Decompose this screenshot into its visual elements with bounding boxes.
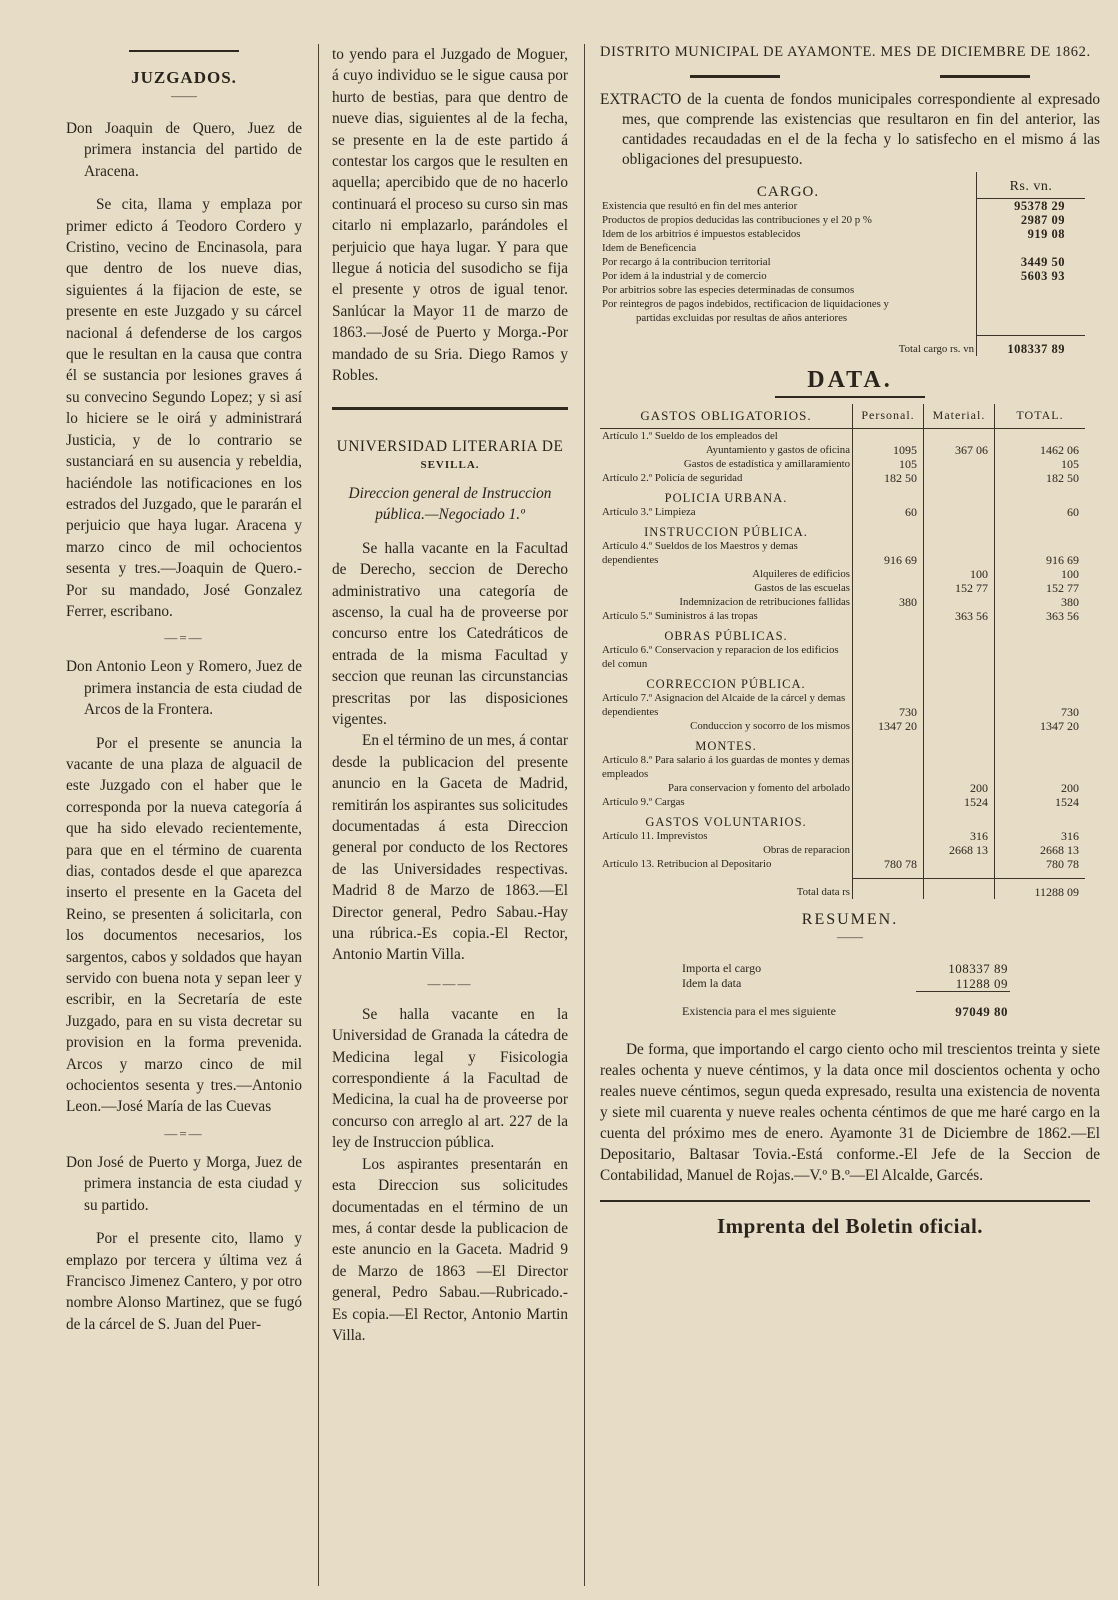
personal-amount: 182 50 xyxy=(853,471,924,485)
cargo-amount xyxy=(977,311,1086,325)
data-section-row xyxy=(600,519,1085,539)
personal-amount: 1347 20 xyxy=(853,719,924,733)
personal-amount xyxy=(853,753,924,781)
cargo-row xyxy=(600,255,1085,269)
separator: —=— xyxy=(164,630,204,646)
data-label: Artículo 13. Retribucion al Depositario xyxy=(602,857,772,870)
material-amount: 200 xyxy=(924,781,995,795)
personal-amount xyxy=(853,567,924,581)
column-header: Material. xyxy=(924,404,995,429)
material-amount: 100 xyxy=(924,567,995,581)
empty-cell xyxy=(995,671,1086,691)
section-heading: CORRECCION PÚBLICA. xyxy=(646,676,806,691)
data-label: Artículo 8.º Para salario á los guardas de montes y demas empleados xyxy=(602,753,850,780)
data-row xyxy=(600,595,1085,609)
empty-cell xyxy=(995,519,1086,539)
data-row xyxy=(600,428,1085,443)
data-row xyxy=(600,643,1085,671)
personal-amount xyxy=(853,581,924,595)
data-row xyxy=(600,843,1085,857)
total-amount: 780 78 xyxy=(995,857,1086,871)
data-row xyxy=(600,753,1085,781)
cargo-row xyxy=(600,283,1085,297)
cargo-row xyxy=(600,227,1085,241)
resumen-amount: 97049 80 xyxy=(916,992,1010,1020)
cargo-amount: 919 08 xyxy=(977,227,1086,241)
material-amount xyxy=(924,539,995,567)
empty-cell xyxy=(853,623,924,643)
directorate-heading: Direccion general de Instruccion pública.—Negociado 1.º xyxy=(348,484,552,524)
notice-body: Se halla vacante en la Facultad de Derecho, seccion de Derecho administrativo una categoría de ascenso, la cual ha de proveerse por concurso entre los Catedráticos de entrada de la misma Facultad y seccion que reunan las circunstancias prescritas por las disposiciones vigentes. xyxy=(332,539,568,728)
personal-amount xyxy=(853,609,924,623)
cargo-amount xyxy=(977,283,1086,297)
cargo-label: Por arbitrios sobre las especies determinadas de consumos xyxy=(602,284,855,296)
data-label: Artículo 1.º Sueldo de los empleados del xyxy=(602,429,778,442)
material-amount: 152 77 xyxy=(924,581,995,595)
total-cargo-label: Total cargo rs. vn xyxy=(898,342,974,355)
resumen-amount: 108337 89 xyxy=(948,961,1008,976)
data-label: Artículo 7.º Asignacion del Alcaide de la cárcel y demas dependientes xyxy=(602,691,846,718)
top-rule xyxy=(129,50,239,52)
data-row xyxy=(600,457,1085,471)
cargo-amount: 3449 50 xyxy=(977,255,1086,269)
cargo-row xyxy=(600,241,1085,255)
personal-amount: 380 xyxy=(853,595,924,609)
empty-cell xyxy=(995,623,1086,643)
data-row xyxy=(600,691,1085,719)
cargo-row xyxy=(600,199,1085,214)
separator: ——— xyxy=(427,975,473,991)
data-row xyxy=(600,857,1085,871)
notice-body: Se cita, llama y emplaza por primer edicto á Teodoro Cordero y Cristino, vecino de Encinasola, para que dentro de los nueve dias, siguientes á la fijacion de este, se presente en este Juzgado y su cárcel nacional á defenderse de los cargos que le resultan en la causa que contra él se sustancia por lesiones graves á su convecino Segundo Lopez; y si así lo hiciere se le oirá y administrará Justicia, y de lo contrario se sustanciará en su ausencia y rebeldia, haciéndole las notificaciones en los estrados del Juzgado, que le pararán el perjuicio que haya lugar. Aracena y marzo cinco de mil ochocientos sesenta y tres.—Joaquin de Quero.-Por su mandado, José Gonzalez Ferrer, escribano. xyxy=(66,196,302,620)
material-amount xyxy=(924,595,995,609)
resumen-amount: 11288 09 xyxy=(955,976,1008,991)
separator: —=— xyxy=(164,1125,204,1141)
data-label: Artículo 3.º Limpieza xyxy=(602,505,696,518)
column-right: DISTRITO MUNICIPAL DE AYAMONTE. MES DE DICIEMBRE DE 1862. EXTRACTO de la cuenta de fondos municipales correspondiente al expresado mes, que comprende las existencias que resultaron en fin del anterior, las cantidades recaudadas en el de la fecha y lo satisfecho en el mismo á las obligaciones del presupuesto. CARGO. Rs. vn. Existencia que resultó en fin del mes anterior 95378 29 Productos de propios deducidas las contribuciones y el 20 p % 2987 09 Idem de los arbitrios é impuestos establecidos 919 08 Idem de Beneficencia Por recargo á la contribucion territorial 3449 50 Por idem á la industrial y de comercio 5603 93 Por arbitrios sobre las especies determinadas de consumos Por reintegros de pagos indebidos, rectificacion de liquidaciones y partidas excluidas por resultas de años anteriores Total cargo rs. vn 108337 89 DATA. GASTOS OBLIGATORIOS. Personal. Material. TOTAL. Artículo 1.º Sueldo de los empleados del Ayuntamiento y gastos de oficina 1095 367 06 1462 06 Gastos de estadística y amillaramiento 105 105 Artículo 2.º Policía de seguridad 182 50 182 50 POLICIA URBANA. Artículo 3.º Limpieza 60 60 INSTRUCCION PÚBLICA. Artículo 4.º Sueldos de los Maestros y demas dependientes 916 69 916 69 Alquileres de edificios 100 100 Gastos de las escuelas 152 77 152 77 Indemnizacion de retribuciones fallidas 380 380 Artículo 5.º Suministros á las tropas 363 56 363 56 OBRAS PÚBLICAS. Artículo 6.º Conservacion y reparacion de los edificios del comun CORRECCION PÚBLICA. Artículo 7.º Asignacion del Alcaide de la cárcel y demas dependientes 730 730 Conduccion y socorro de los mismos 1347 20 1347 20 MONTES. Artículo 8.º Para salario á los guardas de montes y demas empleados Para conservacion y fomento del arbolado 200 200 Artículo 9.º Cargas 1524 1524 GASTOS VOLUNTARIOS. Artículo 11. Imprevistos 316 316 Obras de reparacion 2668 13 2668 13 Artículo 13. Retribucion al Depositario 780 78 780 78 Total data rs 11288 09 RESUMEN. —— Importa el cargo 108337 89 Idem la data 11288 09 Existencia para el mes siguiente 97049 80 De forma, que importando el cargo ciento ocho mil trescientos treinta y siete reales ochenta y nueve céntimos, y la data once mil doscientos ochenta y ocho reales nueve céntimos, segun queda expresado, resulta una existencia de noventa y siete mil cuarenta y nueve reales ochenta céntimos de que me haré cargo en la cuenta del próximo mes de enero. Ayamonte 31 de Diciembre de 1862.—El Depositario, Baltasar Tovia.-Está conforme.-El Jefe de la Seccion de Contabilidad, Manuel de Rojas.—V.º B.º—El Alcalde, Garcés. Imprenta del Boletin oficial. xyxy=(600,44,1100,1238)
total-amount: 730 xyxy=(995,691,1086,719)
data-label: Artículo 4.º Sueldos de los Maestros y demas dependientes xyxy=(602,539,798,566)
data-row xyxy=(600,795,1085,809)
personal-amount xyxy=(853,795,924,809)
personal-amount: 1095 xyxy=(853,443,924,457)
data-label: Gastos de las escuelas xyxy=(754,581,850,594)
resumen-label: Existencia para el mes siguiente xyxy=(682,1003,836,1018)
material-amount xyxy=(924,691,995,719)
data-row xyxy=(600,471,1085,485)
data-section-row xyxy=(600,671,1085,691)
empty-cell xyxy=(853,809,924,829)
cargo-label: Idem de Beneficencia xyxy=(602,242,697,254)
data-label: Artículo 11. Imprevistos xyxy=(602,829,708,842)
material-amount: 316 xyxy=(924,829,995,843)
personal-amount xyxy=(853,643,924,671)
cargo-table xyxy=(600,172,1085,356)
cargo-label: Por idem á la industrial y de comercio xyxy=(602,270,767,282)
data-row xyxy=(600,567,1085,581)
total-amount: 2668 13 xyxy=(995,843,1086,857)
material-amount xyxy=(924,753,995,781)
data-section-row xyxy=(600,623,1085,643)
empty-cell xyxy=(924,671,995,691)
personal-amount: 916 69 xyxy=(853,539,924,567)
empty-cell xyxy=(853,519,924,539)
data-label: Gastos de estadística y amillaramiento xyxy=(683,457,850,470)
cargo-title: CARGO. xyxy=(756,183,820,200)
resumen-title: RESUMEN. xyxy=(801,911,899,928)
resumen-table xyxy=(680,961,1010,1019)
notice-heading: Don Antonio Leon y Romero, Juez de primera instancia de esta ciudad de Arcos de la Frontera. xyxy=(66,658,302,719)
title-rule xyxy=(775,396,925,398)
currency-heading: Rs. vn. xyxy=(977,172,1086,199)
section-heading: INSTRUCCION PÚBLICA. xyxy=(644,524,808,539)
personal-amount: 60 xyxy=(853,505,924,519)
cargo-row xyxy=(600,297,1085,311)
separator: —— xyxy=(171,88,197,103)
cargo-amount: 95378 29 xyxy=(977,199,1086,214)
personal-amount: 730 xyxy=(853,691,924,719)
university-title: UNIVERSIDAD LITERARIA DE xyxy=(336,437,564,455)
data-label: Artículo 9.º Cargas xyxy=(602,795,685,808)
cargo-label: Productos de propios deducidas las contribuciones y el 20 p % xyxy=(602,214,872,226)
empty-cell xyxy=(924,623,995,643)
notice-body: Por el presente cito, llamo y emplazo por tercera y última vez á Francisco Jimenez Cantero, y por otro nombre Alonso Martinez, que se fugó de la cárcel de S. Juan del Puer- xyxy=(66,1230,302,1333)
resumen-row xyxy=(680,961,1010,976)
data-section-row xyxy=(600,733,1085,753)
cargo-row xyxy=(600,311,1085,325)
column-left xyxy=(66,44,302,1335)
data-label: Para conservacion y fomento del arbolado xyxy=(668,781,850,794)
data-row xyxy=(600,581,1085,595)
notice-body: Por el presente se anuncia la vacante de una plaza de alguacil de este Juzgado con el haber que le corresponda por la nueva categoría á que ha sido elevado recientemente, para que en el término de cuarenta dias, contados desde el que aparezca inserto el presente en la Gaceta del Reino, se presenten á solicitarla, con los documentos necesarios, los sargentos, cabos y soldados que hayan servido con buena nota y sepan leer y escribir, en la Secretaría de este Juzgado, para en su vista decretar su provision en la forma prevenida. Arcos y marzo cinco de mil ochocientos sesenta y tres.—Antonio Leon.—José María de las Cuevas xyxy=(66,734,302,1116)
data-label: Artículo 6.º Conservacion y reparacion de los edificios del comun xyxy=(602,643,839,670)
total-amount: 152 77 xyxy=(995,581,1086,595)
total-amount: 316 xyxy=(995,829,1086,843)
material-amount: 367 06 xyxy=(924,443,995,457)
notice-body: En el término de un mes, á contar desde la publicacion del presente anuncio en la Gaceta de Madrid, remitirán los aspirantes sus solicitudes documentadas á esta Direccion general por conducto de los Rectores de las Universidades respectivas. Madrid 8 de Marzo de 1863.—El Director general, Pedro Sabau.-Hay una rúbrica.-Es copia.-El Rector, Antonio Martin Villa. xyxy=(332,732,568,964)
material-amount xyxy=(924,471,995,485)
cargo-label: Existencia que resultó en fin del mes anterior xyxy=(602,200,798,212)
total-data: 11288 09 xyxy=(995,879,1086,900)
total-amount: 100 xyxy=(995,567,1086,581)
empty-cell xyxy=(995,809,1086,829)
total-amount: 380 xyxy=(995,595,1086,609)
personal-amount: 105 xyxy=(853,457,924,471)
empty-cell xyxy=(924,485,995,505)
empty-cell xyxy=(924,809,995,829)
cargo-label: partidas excluidas por resultas de años anteriores xyxy=(636,312,848,324)
total-amount: 182 50 xyxy=(995,471,1086,485)
material-amount: 1524 xyxy=(924,795,995,809)
double-rule xyxy=(690,75,1030,78)
total-amount: 105 xyxy=(995,457,1086,471)
total-data-label: Total data rs xyxy=(796,886,850,898)
total-amount xyxy=(995,753,1086,781)
section-heading: GASTOS VOLUNTARIOS. xyxy=(645,814,807,829)
notice-body: Los aspirantes presentarán en esta Direccion sus solicitudes documentadas en el término de un mes, á contar desde la publicacion de este anuncio en la Gaceta. Madrid 9 de Marzo de 1863 —El Director general, Pedro Sabau.—Rubricado.-Es copia.—El Rector, Antonio Martin Villa. xyxy=(332,1155,568,1344)
notice-heading: Don José de Puerto y Morga, Juez de primera instancia de esta ciudad y su partido. xyxy=(66,1153,302,1214)
personal-amount xyxy=(853,843,924,857)
data-row xyxy=(600,505,1085,519)
data-row xyxy=(600,781,1085,795)
personal-amount xyxy=(853,829,924,843)
cargo-label: Por recargo á la contribucion territorial xyxy=(602,256,771,268)
footer-rule xyxy=(600,1200,1090,1202)
cargo-row xyxy=(600,269,1085,283)
extract-intro: EXTRACTO de la cuenta de fondos municipales correspondiente al expresado mes, que comprende las existencias que resultaron en fin del anterior, las cantidades recaudadas en el de la fecha y lo satisfecho en el mismo á las obligaciones del presupuesto. xyxy=(600,91,1100,168)
personal-amount xyxy=(853,428,924,443)
personal-amount xyxy=(853,781,924,795)
material-amount xyxy=(924,857,995,871)
cargo-amount xyxy=(977,297,1086,311)
data-label: Conduccion y socorro de los mismos xyxy=(690,719,850,732)
empty-cell xyxy=(853,485,924,505)
printer-imprint: Imprenta del Boletin oficial. xyxy=(716,1214,984,1238)
data-label: Artículo 5.º Suministros á las tropas xyxy=(602,609,758,622)
column-header: GASTOS OBLIGATORIOS. xyxy=(600,404,853,429)
data-row xyxy=(600,609,1085,623)
total-amount xyxy=(995,428,1086,443)
total-amount: 60 xyxy=(995,505,1086,519)
empty-cell xyxy=(924,519,995,539)
notice-body: Se halla vacante en la Universidad de Granada la cátedra de Medicina legal y Fisicologia correspondiente á la Facultad de Medicina, la cual ha de proveerse por concurso con arreglo al art. 227 de la ley de Instruccion pública. xyxy=(332,1005,568,1152)
section-heading: MONTES. xyxy=(695,738,757,753)
district-header: DISTRITO MUNICIPAL DE AYAMONTE. MES DE DICIEMBRE DE 1862. xyxy=(600,44,1091,60)
empty-cell xyxy=(995,485,1086,505)
resumen-row xyxy=(680,992,1010,1020)
total-amount xyxy=(995,643,1086,671)
data-label: Alquileres de edificios xyxy=(752,567,850,580)
total-amount: 916 69 xyxy=(995,539,1086,567)
data-label: Artículo 2.º Policía de seguridad xyxy=(602,471,743,484)
resumen-row xyxy=(680,976,1010,992)
closing-paragraph: De forma, que importando el cargo ciento ocho mil trescientos treinta y siete reales ochenta y nueve céntimos, y la data once mil doscientos ochenta y ocho reales nueve céntimos, segun queda expresado, resulta una existencia de noventa y siete mil cuarenta y nueve reales ochenta céntimos de que me haré cargo en la cuenta del próximo mes de enero. Ayamonte 31 de Diciembre de 1862.—El Depositario, Baltasar Tovia.-Está conforme.-El Jefe de la Seccion de Contabilidad, Manuel de Rojas.—V.º B.º—El Alcalde, Garcés. xyxy=(600,1041,1100,1184)
material-amount xyxy=(924,719,995,733)
data-section-row xyxy=(600,809,1085,829)
material-amount xyxy=(924,505,995,519)
column-header: Personal. xyxy=(853,404,924,429)
total-cargo: 108337 89 xyxy=(977,335,1086,356)
cargo-amount xyxy=(977,241,1086,255)
data-row xyxy=(600,829,1085,843)
empty-cell xyxy=(853,733,924,753)
material-amount: 2668 13 xyxy=(924,843,995,857)
data-row xyxy=(600,719,1085,733)
empty-cell xyxy=(853,671,924,691)
material-amount xyxy=(924,457,995,471)
total-amount: 1524 xyxy=(995,795,1086,809)
university-city: SEVILLA. xyxy=(420,458,480,471)
cargo-amount: 5603 93 xyxy=(977,269,1086,283)
notice-continuation: to yendo para el Juzgado de Moguer, á cuyo individuo se le sigue causa por hurto de bestias, para que dentro de nueve dias, siguientes al de la fecha, se presente en la de este partido á contestar los cargos que le resulten en aquella; apercibido que de no hacerlo continuará el proceso su curso sin mas citarlo ni emplazarlo, parándoles el perjuicio que haya lugar. Y para que llegue á noticia del susodicho se fija el presente y otros de igual tenor. Sanlúcar la Mayor 11 de marzo de 1863.—José de Puerto y Morga.-Por mandado de su Sria. Diego Ramos y Robles. xyxy=(332,46,568,385)
column-header: TOTAL. xyxy=(995,404,1086,429)
data-table xyxy=(600,404,1085,900)
total-amount: 1347 20 xyxy=(995,719,1086,733)
section-heading: POLICIA URBANA. xyxy=(664,490,788,505)
data-label: Obras de reparacion xyxy=(763,843,850,856)
cargo-label: Idem de los arbitrios é impuestos establecidos xyxy=(602,228,801,240)
empty-cell xyxy=(995,733,1086,753)
total-amount: 363 56 xyxy=(995,609,1086,623)
data-title: DATA. xyxy=(807,366,893,393)
section-title: JUZGADOS. xyxy=(131,68,237,87)
cargo-label: Por reintegros de pagos indebidos, rectificacion de liquidaciones y xyxy=(602,298,889,310)
data-section-row xyxy=(600,485,1085,505)
cargo-amount: 2987 09 xyxy=(977,213,1086,227)
data-label: Indemnizacion de retribuciones fallidas xyxy=(679,595,850,608)
total-amount: 200 xyxy=(995,781,1086,795)
cargo-row xyxy=(600,213,1085,227)
data-label: Ayuntamiento y gastos de oficina xyxy=(705,443,850,456)
total-amount: 1462 06 xyxy=(995,443,1086,457)
personal-amount: 780 78 xyxy=(853,857,924,871)
resumen-label: Idem la data xyxy=(682,976,742,991)
material-amount xyxy=(924,643,995,671)
material-amount: 363 56 xyxy=(924,609,995,623)
data-row xyxy=(600,443,1085,457)
empty-cell xyxy=(924,733,995,753)
data-row xyxy=(600,539,1085,567)
notice-heading: Don Joaquin de Quero, Juez de primera instancia del partido de Aracena. xyxy=(66,120,302,180)
column-rule xyxy=(584,44,585,1586)
resumen-label: Importa el cargo xyxy=(682,961,762,975)
column-middle xyxy=(332,44,568,1346)
column-rule xyxy=(318,44,319,1586)
material-amount xyxy=(924,428,995,443)
section-heading: OBRAS PÚBLICAS. xyxy=(664,628,788,643)
